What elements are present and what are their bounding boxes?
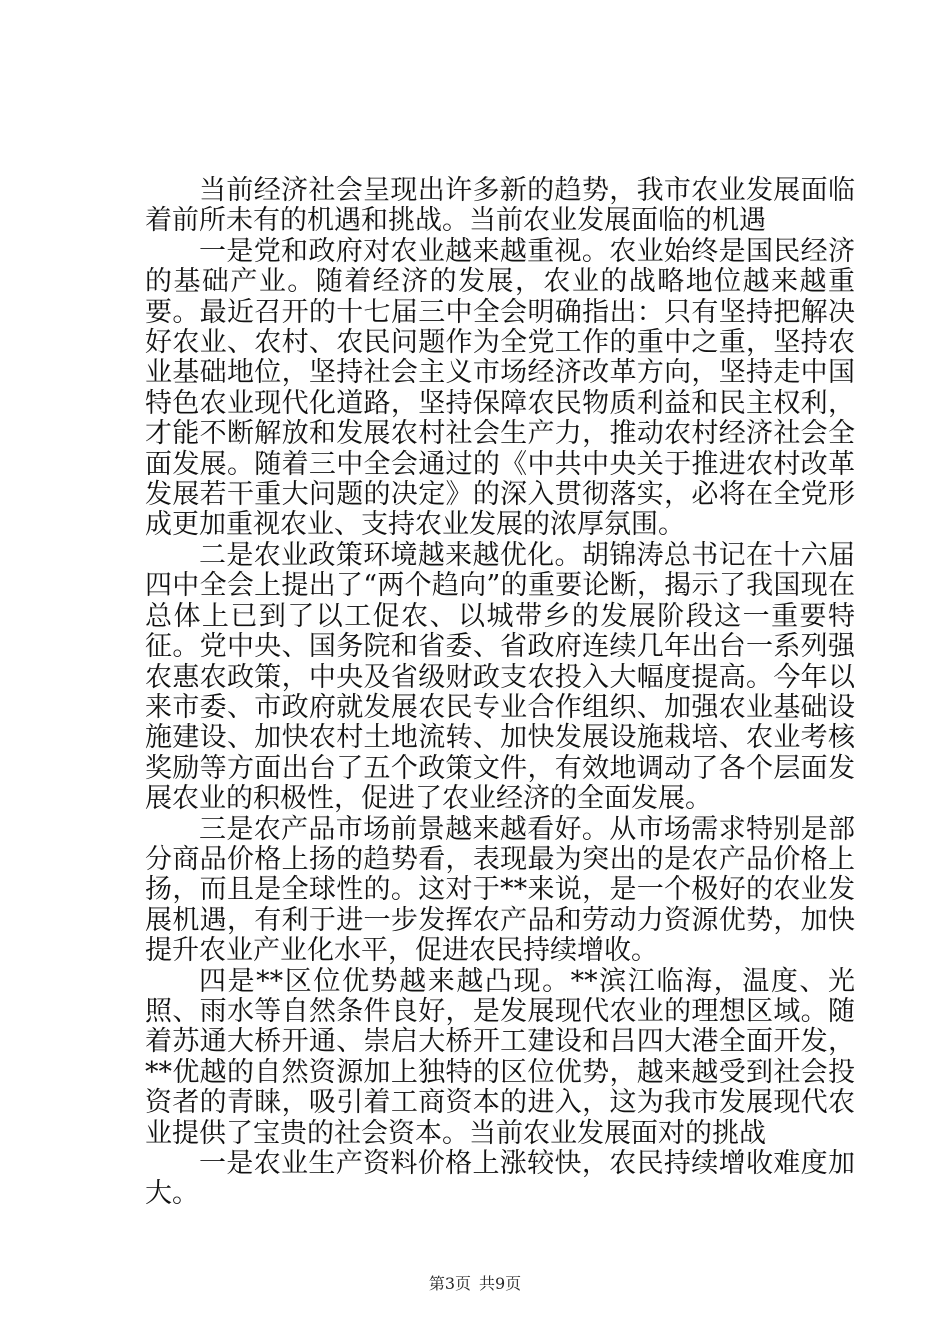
- page-footer: [0, 1271, 950, 1294]
- page-number: 第3页: [428, 1274, 471, 1293]
- document-body: [145, 176, 855, 1210]
- paragraph-opportunity-4: 四是**区位优势越来越凸现。**滨江临海，温度、光照、雨水等自然条件良好，是发展现代农业的理想区域。随着苏通大桥开通、崇启大桥开工建设和吕四大港全面开发，**优越的自然资源加上独特的区位优势，越来越受到社会投资者的青睐，吸引着工商资本的进入，这为我市发展现代农业提供了宝贵的社会资本。当前农业发展面对的挑战: [145, 965, 855, 1149]
- paragraph-opportunity-3: 三是农产品市场前景越来越看好。从市场需求特别是部分商品价格上扬的趋势看，表现最为突出的是农产品价格上扬，而且是全球性的。这对于**来说，是一个极好的农业发展机遇，有利于进一步发挥农产品和劳动力资源优势，加快提升农业产业化水平，促进农民持续增收。: [145, 813, 855, 967]
- paragraph-opportunity-1: 一是党和政府对农业越来越重视。农业始终是国民经济的基础产业。随着经济的发展，农业的战略地位越来越重要。最近召开的十七届三中全会明确指出：只有坚持把解决好农业、农村、农民问题作为全党工作的重中之重，坚持农业基础地位，坚持社会主义市场经济改革方向，坚持走中国特色农业现代化道路，坚持保障农民物质利益和民主权利，才能不断解放和发展农村社会生产力，推动农村经济社会全面发展。随着三中全会通过的《中共中央关于推进农村改革发展若干重大问题的决定》的深入贯彻落实，必将在全党形成更加重视农业、支持农业发展的浓厚氛围。: [145, 235, 855, 541]
- paragraph-challenge-1: 一是农业生产资料价格上涨较快，农民持续增收难度加大。: [145, 1148, 855, 1210]
- paragraph-opportunity-2: 二是农业政策环境越来越优化。胡锦涛总书记在十六届四中全会上提出了“两个趋向”的重要论断，揭示了我国现在总体上已到了以工促农、以城带乡的发展阶段这一重要特征。党中央、国务院和省委、省政府连续几年出台一系列强农惠农政策，中央及省级财政支农投入大幅度提高。今年以来市委、市政府就发展农民专业合作组织、加强农业基础设施建设、加快农村土地流转、加快发展设施栽培、农业考核奖励等方面出台了五个政策文件，有效地调动了各个层面发展农业的积极性，促进了农业经济的全面发展。: [145, 539, 855, 815]
- paragraph-intro: 当前经济社会呈现出许多新的趋势，我市农业发展面临着前所未有的机遇和挑战。当前农业发展面临的机遇: [145, 175, 855, 237]
- page-total: 共9页: [479, 1274, 522, 1293]
